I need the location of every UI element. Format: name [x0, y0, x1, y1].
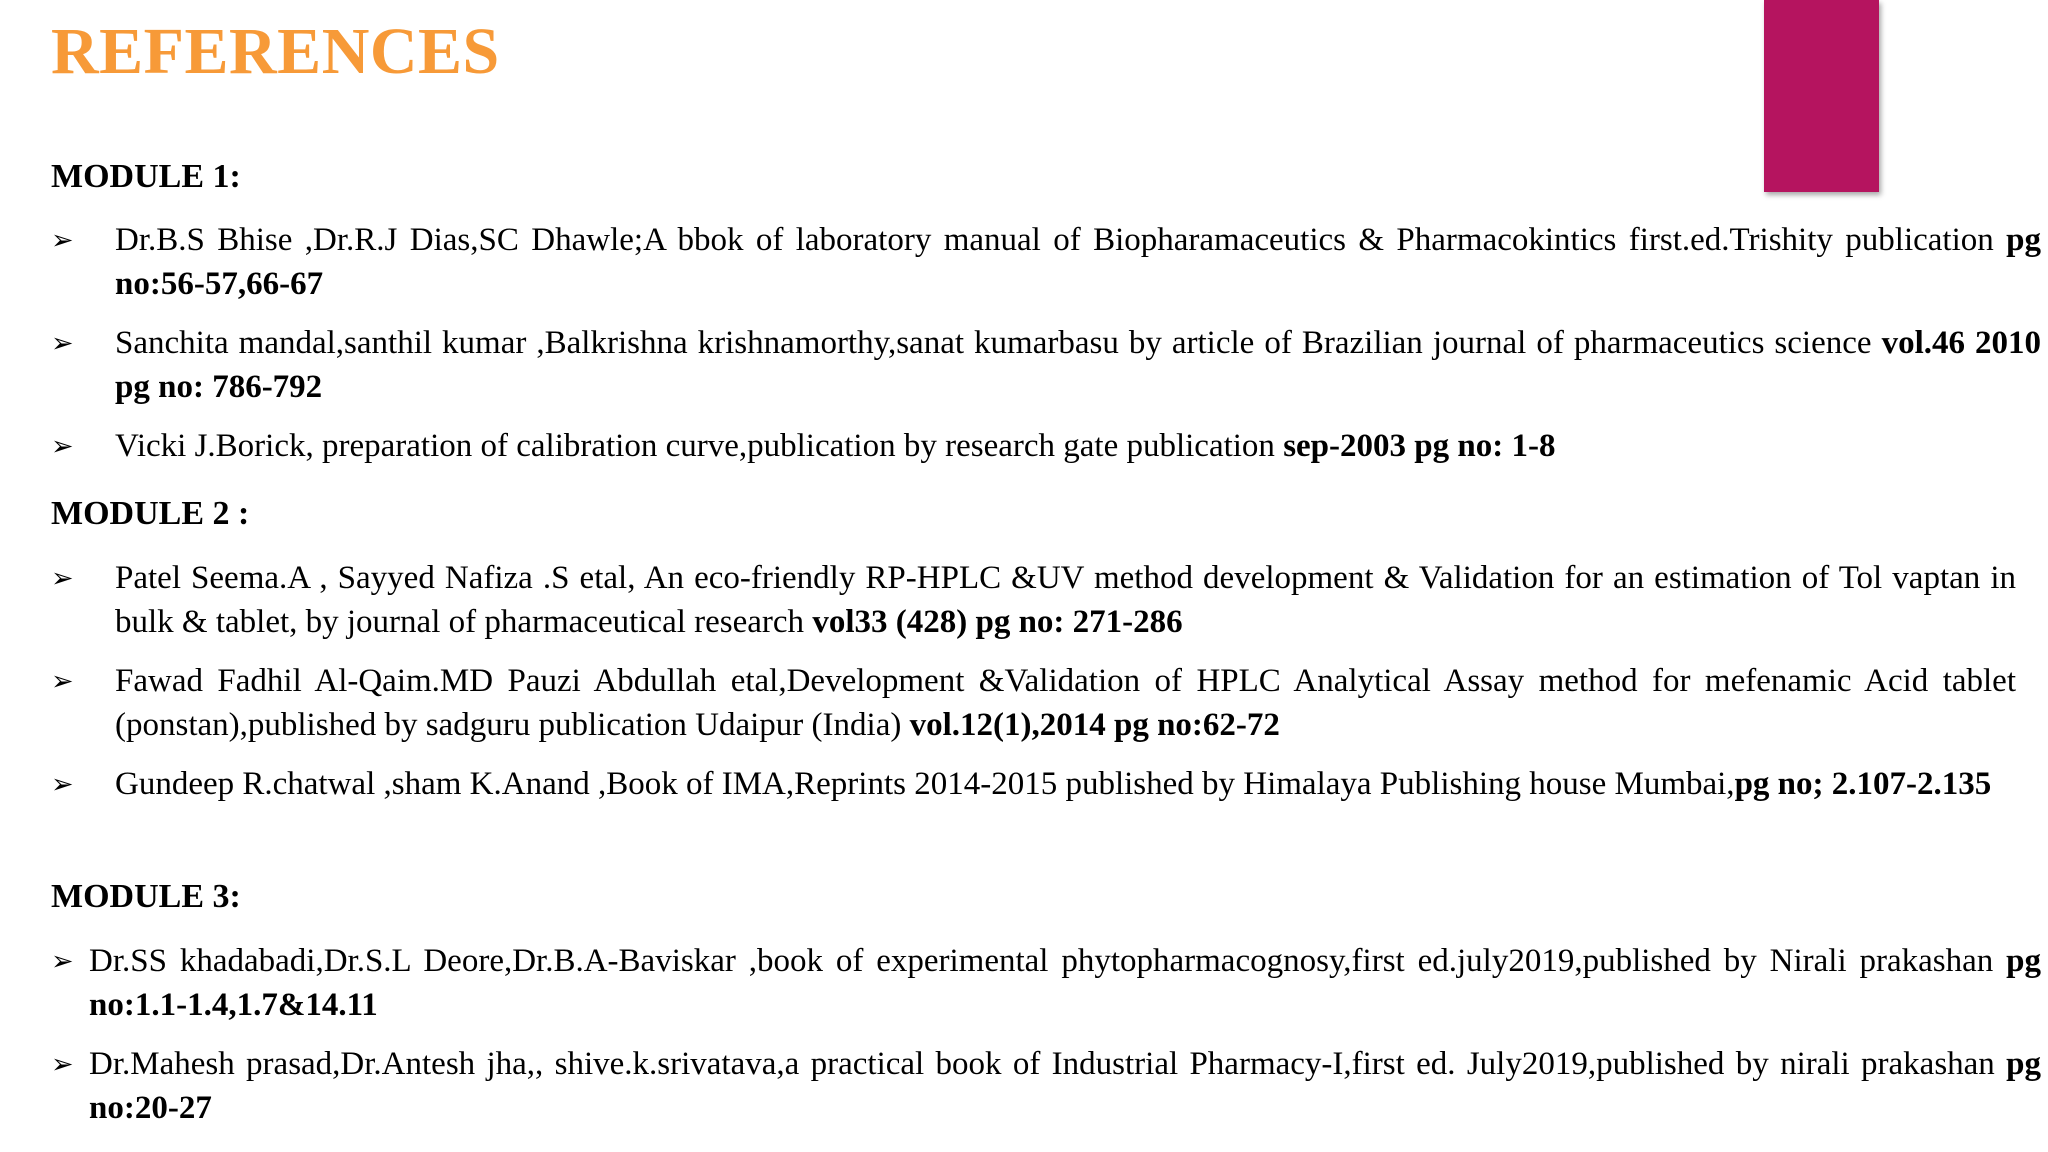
reference-item [51, 424, 2041, 469]
reference-item [51, 659, 2016, 747]
reference-item [51, 939, 2041, 1027]
reference-text: Dr.B.S Bhise ,Dr.R.J Dias,SC Dhawle;A bbok of laboratory manual of Biopharamaceutics & Pharmacokintics first.ed.Trishity publication pg no:56-57,66-67 [115, 222, 2041, 302]
arrowhead-bullet-icon: ➢ [51, 225, 74, 256]
module-3-heading: MODULE 3: [51, 878, 241, 915]
reference-item [51, 321, 2041, 409]
module-1-heading: MODULE 1: [51, 158, 241, 195]
reference-text: Gundeep R.chatwal ,sham K.Anand ,Book of IMA,Reprints 2014-2015 published by Himalaya Publishing house Mumbai,pg no; 2.107-2.135 [115, 766, 1992, 802]
arrowhead-bullet-icon: ➢ [51, 328, 74, 359]
reference-item [51, 762, 2016, 807]
arrowhead-bullet-icon: ➢ [51, 1049, 74, 1080]
reference-item [51, 1042, 2041, 1130]
reference-text: Fawad Fadhil Al-Qaim.MD Pauzi Abdullah etal,Development &Validation of HPLC Analytical Assay method for mefenamic Acid tablet (ponstan),published by sadguru publication Udaipur (India) vol.12(1),2014 pg no:62-72 [115, 663, 2016, 743]
arrowhead-bullet-icon: ➢ [51, 769, 74, 800]
reference-item [51, 556, 2016, 644]
reference-text: Patel Seema.A , Sayyed Nafiza .S etal, An eco-friendly RP-HPLC &UV method development & Validation for an estimation of Tol vaptan in bulk & tablet, by journal of pharmaceutical research vol33 (428) pg no: 271-286 [115, 560, 2016, 640]
arrowhead-bullet-icon: ➢ [51, 666, 74, 697]
reference-text: Dr.SS khadabadi,Dr.S.L Deore,Dr.B.A-Baviskar ,book of experimental phytopharmacognosy,first ed.july2019,published by Nirali prakashan pg no:1.1-1.4,1.7&14.11 [89, 943, 2041, 1023]
reference-text: Dr.Mahesh prasad,Dr.Antesh jha,, shive.k.srivatava,a practical book of Industrial Pharmacy-I,first ed. July2019,published by nirali prakashan pg no:20-27 [89, 1046, 2041, 1126]
reference-item [51, 218, 2041, 306]
reference-text: Vicki J.Borick, preparation of calibration curve,publication by research gate publication sep-2003 pg no: 1-8 [115, 428, 1556, 464]
accent-bar [1764, 0, 1879, 192]
arrowhead-bullet-icon: ➢ [51, 431, 74, 462]
arrowhead-bullet-icon: ➢ [51, 563, 74, 594]
arrowhead-bullet-icon: ➢ [51, 946, 74, 977]
module-2-heading: MODULE 2 : [51, 495, 250, 532]
reference-text: Sanchita mandal,santhil kumar ,Balkrishna krishnamorthy,sanat kumarbasu by article of Brazilian journal of pharmaceutics science vol.46 2010 pg no: 786-792 [115, 325, 2042, 405]
page-title: REFERENCES [51, 15, 500, 88]
